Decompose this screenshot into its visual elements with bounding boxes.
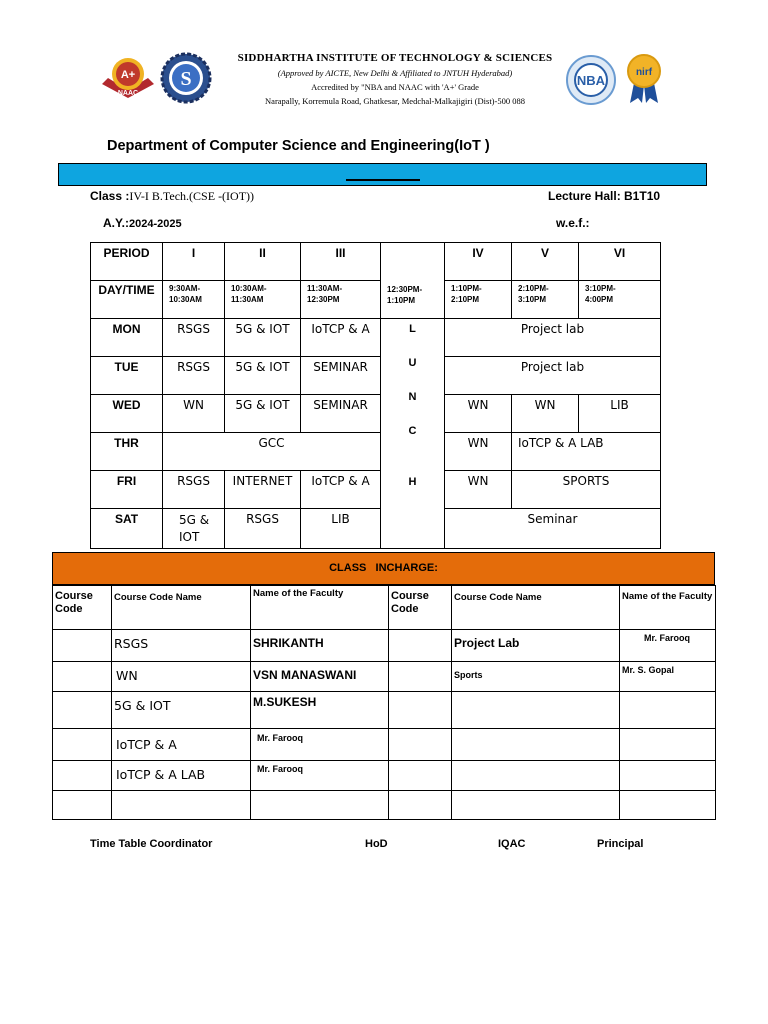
hdr-course-code-name-2: Course Code Name [452, 586, 620, 630]
faculty-name: SHRIKANTH [251, 630, 389, 662]
wed-p4: WN [445, 395, 512, 433]
faculty-name-2: Mr. S. Gopal [620, 662, 716, 692]
lunch-column [381, 319, 445, 549]
course-name: 5G & IOT [112, 692, 251, 729]
accreditation-line: Accredited by "NBA and NAAC with 'A+' Grade [311, 82, 479, 92]
empty-cell [620, 791, 716, 820]
time-p2-start: 10:30AM- [231, 284, 267, 293]
mon-afternoon: Project lab [445, 319, 661, 357]
faculty-name-2 [620, 761, 716, 791]
empty-cell [389, 791, 452, 820]
day-thr: THR [91, 433, 163, 471]
wed-p5: WN [512, 395, 579, 433]
course-name: IoTCP & A [112, 729, 251, 761]
period-iii: III [301, 243, 381, 281]
daytime-header: DAY/TIME [91, 281, 163, 319]
incharge-row [53, 729, 716, 761]
empty-cell [452, 791, 620, 820]
time-p3-end: 12:30PM [307, 294, 340, 304]
course-name-2: Sports [452, 662, 620, 692]
banner-underline [346, 179, 420, 181]
period-header: PERIOD [91, 243, 163, 281]
faculty-name-2: Mr. Farooq [620, 630, 716, 662]
sat-p2: RSGS [225, 509, 301, 549]
period-v: V [512, 243, 579, 281]
lunch-letter-u: U [408, 357, 417, 369]
day-mon: MON [91, 319, 163, 357]
course-name: RSGS [112, 630, 251, 662]
time-p1 [163, 281, 225, 319]
fri-p4: WN [445, 471, 512, 509]
incharge-header-row [53, 586, 716, 630]
empty-cell [112, 791, 251, 820]
sig-coordinator: Time Table Coordinator [90, 838, 213, 850]
time-p3 [301, 281, 381, 319]
faculty-name: Mr. Farooq [251, 761, 389, 791]
time-p4-start: 1:10PM- [451, 284, 482, 293]
ay-value: 2024-2025 [129, 218, 182, 230]
sig-iqac: IQAC [498, 838, 526, 850]
course-code-cell [53, 630, 112, 662]
tue-afternoon: Project lab [445, 357, 661, 395]
mon-p3: IoTCP & A [301, 319, 381, 357]
hdr-course-code: Course Code [53, 586, 112, 630]
nirf-logo [624, 53, 664, 105]
lunch-time-start: 12:30PM- [387, 285, 423, 294]
fri-p56: SPORTS [512, 471, 661, 509]
nirf-logo-text: nirf [635, 67, 653, 78]
row-thr [91, 433, 661, 471]
incharge-row [53, 761, 716, 791]
time-p5 [512, 281, 579, 319]
class-value: IV-I B.Tech.(CSE -(IOT)) [129, 189, 255, 203]
hdr-course-code-name: Course Code Name [112, 586, 251, 630]
sat-afternoon: Seminar [445, 509, 661, 549]
blue-banner [58, 163, 707, 186]
course-code-cell-2 [389, 692, 452, 729]
wed-p2: 5G & IOT [225, 395, 301, 433]
thr-p4: WN [445, 433, 512, 471]
period-i: I [163, 243, 225, 281]
course-code-cell-2 [389, 662, 452, 692]
timetable [90, 242, 661, 549]
thr-morning: GCC [163, 433, 381, 471]
approval-line: (Approved by AICTE, New Delhi & Affiliated to JNTUH Hyderabad) [277, 68, 513, 78]
period-row [91, 243, 661, 281]
naac-label: NAAC [117, 90, 139, 97]
course-code-cell [53, 662, 112, 692]
course-name-2 [452, 692, 620, 729]
course-name-2: Project Lab [452, 630, 620, 662]
class-label: Class : [90, 189, 130, 203]
time-p2 [225, 281, 301, 319]
period-vi: VI [579, 243, 661, 281]
course-code-cell-2 [389, 729, 452, 761]
hdr-faculty: Name of the Faculty [251, 586, 389, 630]
academic-year [103, 216, 182, 230]
nba-logo-text: NBA [576, 73, 606, 88]
tue-p2: 5G & IOT [225, 357, 301, 395]
faculty-name-2 [620, 692, 716, 729]
naac-grade: A+ [120, 69, 136, 81]
time-p5-end: 3:10PM [518, 294, 547, 304]
faculty-name: M.SUKESH [251, 692, 389, 729]
faculty-name-2 [620, 729, 716, 761]
course-code-cell-2 [389, 761, 452, 791]
faculty-name: VSN MANASWANI [251, 662, 389, 692]
time-p5-start: 2:10PM- [518, 284, 549, 293]
course-code-cell [53, 692, 112, 729]
day-sat: SAT [91, 509, 163, 549]
row-tue [91, 357, 661, 395]
lunch-letter-c: C [408, 425, 417, 437]
incharge-row [53, 692, 716, 729]
thr-p56: IoTCP & A LAB [512, 433, 661, 471]
time-p6 [579, 281, 661, 319]
fri-p1: RSGS [163, 471, 225, 509]
period-iv: IV [445, 243, 512, 281]
institute-header [200, 52, 590, 106]
course-code-cell-2 [389, 630, 452, 662]
fri-p2: INTERNET [225, 471, 301, 509]
empty-cell [53, 791, 112, 820]
mon-p1: RSGS [163, 319, 225, 357]
mon-p2: 5G & IOT [225, 319, 301, 357]
address-line: Narapally, Korremula Road, Ghatkesar, Medchal-Malkajigiri (Dist)-500 088 [265, 96, 525, 106]
hdr-faculty-2: Name of the Faculty [620, 586, 716, 630]
lunch-letter-l: L [409, 323, 416, 335]
class-info [90, 189, 254, 204]
day-fri: FRI [91, 471, 163, 509]
hdr-course-code-2: Course Code [389, 586, 452, 630]
department-title: Department of Computer Science and Engineering(IoT ) [107, 138, 490, 154]
fri-p3: IoTCP & A [301, 471, 381, 509]
class-incharge-table [52, 585, 716, 820]
wed-p1: WN [163, 395, 225, 433]
row-fri [91, 471, 661, 509]
lunch-letter-n: N [408, 391, 417, 403]
wef-label: w.e.f.: [556, 216, 590, 230]
course-name-2 [452, 761, 620, 791]
day-wed: WED [91, 395, 163, 433]
lunch-time-end: 1:10PM [387, 295, 416, 305]
naac-logo [98, 54, 158, 100]
tue-p3: SEMINAR [301, 357, 381, 395]
row-mon [91, 319, 661, 357]
empty-cell [251, 791, 389, 820]
ay-label: A.Y.: [103, 216, 130, 230]
time-p1-end: 10:30AM [169, 294, 202, 304]
time-p6-start: 3:10PM- [585, 284, 616, 293]
wed-p3: SEMINAR [301, 395, 381, 433]
class-incharge-banner: CLASS INCHARGE: [52, 552, 715, 585]
time-row [91, 281, 661, 319]
time-p2-end: 11:30AM [231, 294, 264, 304]
faculty-name: Mr. Farooq [251, 729, 389, 761]
sat-p3: LIB [301, 509, 381, 549]
course-code-cell [53, 729, 112, 761]
sig-principal: Principal [597, 838, 644, 850]
period-ii: II [225, 243, 301, 281]
college-logo-letter: S [180, 68, 192, 90]
time-p6-end: 4:00PM [585, 294, 614, 304]
row-sat [91, 509, 661, 549]
lecture-hall: Lecture Hall: B1T10 [548, 189, 661, 203]
tue-p1: RSGS [163, 357, 225, 395]
time-p4-end: 2:10PM [451, 294, 480, 304]
lunch-time [381, 243, 445, 319]
lunch-letter-h: H [408, 476, 417, 488]
day-tue: TUE [91, 357, 163, 395]
course-code-cell [53, 761, 112, 791]
course-name: IoTCP & A LAB [112, 761, 251, 791]
incharge-row-empty [53, 791, 716, 820]
incharge-row [53, 662, 716, 692]
time-p3-start: 11:30AM- [307, 284, 343, 293]
wed-p6: LIB [579, 395, 661, 433]
course-name: WN [112, 662, 251, 692]
row-wed [91, 395, 661, 433]
sig-hod: HoD [365, 838, 388, 850]
sat-p1: 5G & IOT [163, 509, 225, 549]
time-p4 [445, 281, 512, 319]
institute-name: SIDDHARTHA INSTITUTE OF TECHNOLOGY & SCIENCES [237, 52, 553, 64]
course-name-2 [452, 729, 620, 761]
incharge-row [53, 630, 716, 662]
time-p1-start: 9:30AM- [169, 284, 201, 293]
